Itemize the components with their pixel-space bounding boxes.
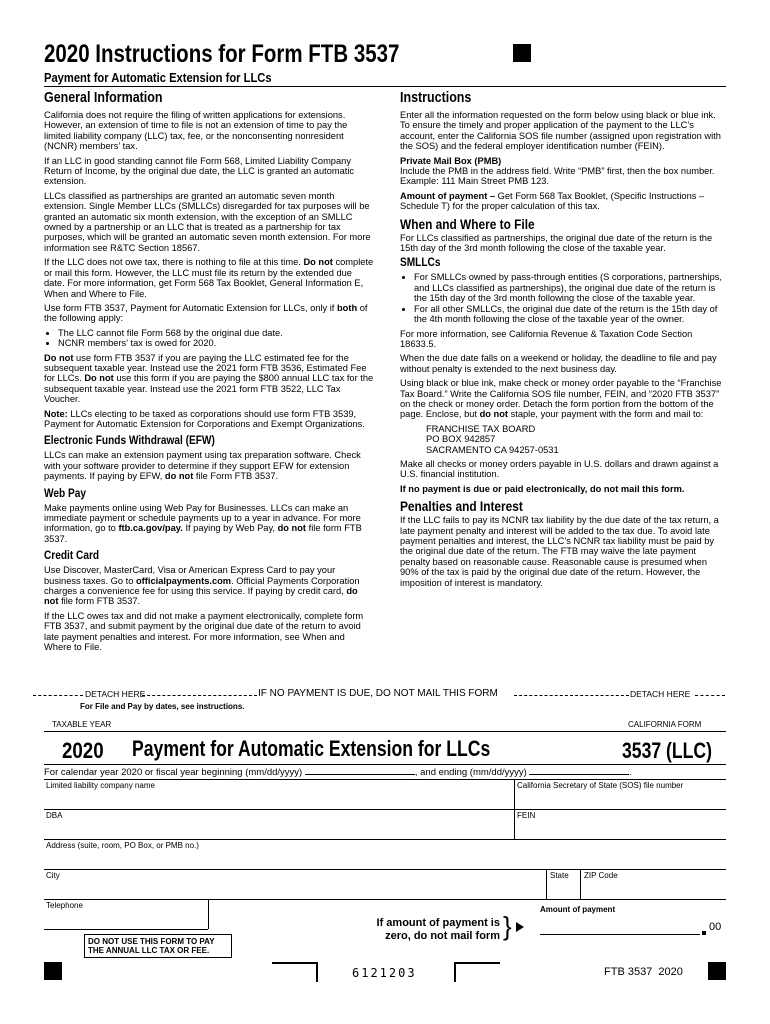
arrow-right-icon [516, 922, 524, 932]
field-rule [44, 929, 208, 930]
no-payment-note: If no payment is due or paid electronically, do not mail this form. [400, 483, 685, 494]
amount-cents: 00 [709, 921, 722, 933]
paragraph: Do not use form FTB 3537 if you are paying the LLC estimated fee for the subsequent taxable year. Instead use the 2021 form FTB 3536, Estimated Fee for LLCs. Do not use this form if you are paying the $800 annual LLC tax for the subsequent taxable year. Instead use the 2021 form FTB 3522, LLC Tax Voucher. [44, 352, 374, 405]
zip-code-field[interactable]: ZIP Code [584, 871, 618, 880]
right-column [400, 90, 726, 592]
paragraph: If an LLC in good standing cannot file Form 568, Limited Liability Company Return of Income, by the original due date, the LLC is granted an automatic extension. [44, 155, 355, 187]
paragraph: If the LLC owes tax and did not make a payment electronically, complete form FTB 3537, and submit payment by the original due date of the return to avoid late payment penalties and interest. For more information, see When and Where to File. [44, 610, 364, 653]
mailing-address [400, 424, 726, 455]
corner-bracket-right [454, 962, 500, 982]
field-divider [580, 869, 581, 899]
field-rule [44, 779, 726, 780]
field-divider [208, 899, 209, 929]
paragraph: For LLCs classified as partnerships, the original due date of the return is the 15th day of the 3rd month following the close of the taxable year. [400, 232, 713, 254]
page-title: 2020 Instructions for Form FTB 3537 [44, 40, 400, 68]
paragraph: Make payments online using Web Pay for Businesses. LLCs can make an immediate payment or schedule payments up to a year in advance. For more information, go to ftb.ca.gov/pay. If paying by Web Pay, do not file form FTB 3537. [44, 502, 362, 544]
registration-mark-top [513, 44, 531, 62]
fein-field[interactable]: FEIN [517, 811, 536, 820]
fiscal-end-input[interactable] [529, 774, 629, 775]
address-line: FRANCHISE TAX BOARD [426, 423, 536, 434]
paragraph: Using black or blue ink, make check or money order payable to the “Franchise Tax Board.” Write the California SOS file number, FEIN, and “2020 FTB 3537” on the check or money order. Detach the form portion from the bottom of the page. Enclose, but do not staple, your payment with the form and mail to: [400, 378, 722, 420]
amount-input[interactable] [540, 934, 700, 935]
address-field[interactable]: Address (suite, room, PO Box, or PMB no.) [46, 841, 199, 850]
page-subtitle: Payment for Automatic Extension for LLCs [44, 70, 272, 85]
detach-dash [33, 695, 83, 696]
field-rule [44, 869, 726, 870]
detach-dash [514, 695, 629, 696]
fiscal-begin-input[interactable] [305, 774, 415, 775]
detach-left-label: DETACH HERE [85, 689, 146, 699]
general-information-heading: General Information [44, 90, 163, 106]
detach-right-label: DETACH HERE [630, 689, 691, 699]
pmb-heading: Private Mail Box (PMB) [400, 155, 502, 166]
web-pay-heading: Web Pay [44, 487, 87, 500]
paragraph: For more information, see California Revenue & Taxation Code Section 18633.5. [400, 328, 693, 349]
field-divider [546, 869, 547, 899]
paragraph: Enter all the information requested on the form below using black or blue ink. To ensure the timely and proper application of the payment to the LLC’s account, enter the California SOS file number (assigned upon registration with the SOS) and the federal employer identification number (FEIN). [400, 110, 721, 152]
detach-dash [695, 695, 725, 696]
footer-form-id: FTB 3537 2020 [604, 966, 683, 978]
smllc-list [400, 272, 726, 324]
voucher-top-rule [44, 731, 726, 732]
llc-name-field[interactable]: Limited liability company name [46, 781, 155, 790]
paragraph: LLCs can make an extension payment using tax preparation software. Check with your software provider to determine if they support EFW for extension payments. If paying by EFW, do not file Form FTB 3537. [44, 450, 361, 482]
file-and-pay-note: For File and Pay by dates, see instructions. [80, 702, 245, 711]
conditions-list [44, 328, 374, 349]
paragraph: Use form FTB 3537, Payment for Automatic Extension for LLCs, only if both of the following apply: [44, 302, 368, 324]
list-item: • The LLC cannot file Form 568 by the original due date. [58, 328, 374, 338]
calendar-end-label: , and ending (mm/dd/yyyy) [414, 767, 527, 778]
state-field[interactable]: State [550, 871, 569, 880]
amount-note: If amount of payment is zero, do not mail form [376, 917, 500, 942]
header-rule [44, 86, 726, 87]
dba-field[interactable]: DBA [46, 811, 63, 820]
paragraph: If the LLC fails to pay its NCNR tax liability by the due date of the tax return, a late payment penalty and interest will be added to the tax due. To avoid late payment penalties and interest, the LLC’s NCNR tax liability must be paid by the original due date of the return. The FTB may waive the late payment penalty based on reasonable cause. Reasonable cause is presumed when 90% of the tax is paid by the original due date of the return. However, the imposition of interest is mandatory. [400, 515, 719, 588]
paragraph: If the LLC does not owe tax, there is nothing to file at this time. Do not complete or mail this form. However, the LLC must file its return by the extended due date. For more information, get Form 568 Tax Booklet, General Information E, When and Where to File. [44, 257, 374, 299]
field-rule [44, 809, 726, 810]
list-item: • NCNR members’ tax is owed for 2020. [58, 338, 374, 348]
registration-mark-bottom-right [708, 962, 726, 980]
paragraph: Use Discover, MasterCard, Visa or American Express Card to pay your business taxes. Go to officialpayments.com. Official Payments Corporation charges a convenience fee for using this service. If paying by credit card, do not file form FTB 3537. [44, 565, 360, 607]
calendar-label: For calendar year 2020 or fiscal year beginning (mm/dd/yyyy) [44, 767, 303, 778]
voucher-title-rule [44, 764, 726, 765]
voucher-title: Payment for Automatic Extension for LLCs [132, 736, 491, 761]
efw-heading: Electronic Funds Withdrawal (EFW) [44, 435, 215, 448]
brace-icon: } [503, 911, 512, 941]
taxable-year-label: TAXABLE YEAR [52, 720, 112, 729]
barcode-number: 6121203 [352, 966, 417, 980]
paragraph: Amount of payment – Get Form 568 Tax Booklet, (Specific Instructions – Schedule T) for the proper calculation of this tax. [400, 190, 705, 212]
corner-bracket-left [272, 962, 318, 982]
penalties-heading: Penalties and Interest [400, 499, 523, 515]
list-item: • For all other SMLLCs, the original due date of the return is the 15th day of the 4th month following the close of the taxable year of the owner. [414, 304, 726, 325]
paragraph: When the due date falls on a weekend or holiday, the deadline to file and pay without penalty is extended to the next business day. [400, 353, 717, 374]
address-line: PO BOX 942857 [426, 434, 496, 445]
paragraph: Include the PMB in the address field. Write “PMB” first, then the box number. Example: 111 Main Street PMB 123. [400, 166, 715, 187]
detach-middle-label: IF NO PAYMENT IS DUE, DO NOT MAIL THIS FORM [258, 688, 498, 699]
city-field[interactable]: City [46, 871, 60, 880]
list-item: • For SMLLCs owned by pass-through entities (S corporations, partnerships, and LLCs classified as partnerships), the original due date of the return is the 15th day of the 3rd month following the close of the taxable year. [414, 272, 726, 303]
field-rule [44, 839, 726, 840]
credit-card-heading: Credit Card [44, 550, 100, 563]
paragraph: LLCs classified as partnerships are granted an automatic seven month extension. Single Member LLCs (SMLLCs) disregarded for tax purposes will be granted an automatic six month extension, with the exception of an SMLLC owned by a partnership or an LLC that is treated as a partnership for tax purposes, which will be granted an automatic seven month extension. For more information see R&TC Section 18567. [44, 190, 371, 253]
form-number: 3537 (LLC) [622, 738, 712, 763]
sos-file-number-field[interactable]: California Secretary of State (SOS) file number [517, 781, 684, 790]
voucher-year: 2020 [62, 738, 104, 763]
paragraph: Make all checks or money orders payable in U.S. dollars and drawn against a U.S. financial institution. [400, 458, 719, 480]
calendar-line: For calendar year 2020 or fiscal year beginning (mm/dd/yyyy) , and ending (mm/dd/yyyy) . [44, 767, 633, 778]
field-rule [44, 899, 726, 900]
address-line: SACRAMENTO CA 94257-0531 [426, 444, 559, 455]
telephone-field[interactable]: Telephone [46, 901, 83, 910]
left-column [44, 90, 374, 656]
amount-label: Amount of payment [540, 905, 616, 914]
paragraph: Note: LLCs electing to be taxed as corporations should use form FTB 3539, Payment for Automatic Extension for Corporations and Exempt Organizations. [44, 408, 365, 429]
paragraph: California does not require the filing of written applications for extensions. However, an extension of time to file is not an extension of time to pay the limited liability company (LLC) tax, fee, or the nonconsenting nonresident (NCNR) members’ tax. [44, 110, 348, 152]
cents-separator-icon [702, 931, 706, 935]
detach-dash [142, 695, 257, 696]
registration-mark-bottom-left [44, 962, 62, 980]
instructions-heading: Instructions [400, 90, 472, 106]
smllcs-heading: SMLLCs [400, 257, 441, 270]
do-not-use-notice: DO NOT USE THIS FORM TO PAY THE ANNUAL LLC TAX OR FEE. [84, 934, 232, 958]
california-form-label: CALIFORNIA FORM [628, 720, 702, 729]
when-where-heading: When and Where to File [400, 216, 535, 232]
